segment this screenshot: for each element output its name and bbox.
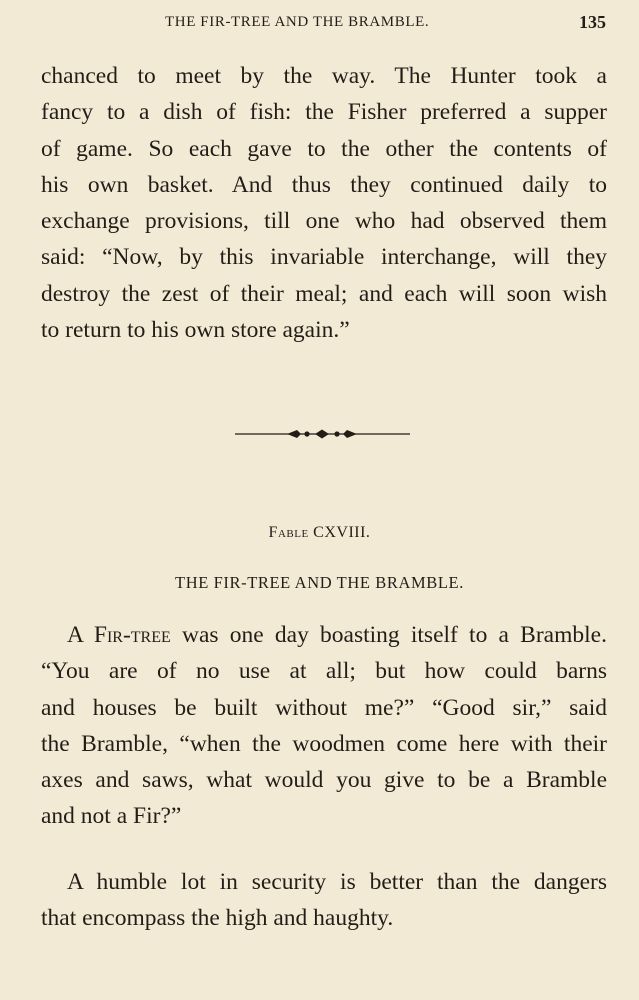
- text-line: axes and saws, what would you give to be a Bramble: [41, 767, 607, 794]
- text-line: exchange provisions, till one who had observed them: [41, 208, 607, 235]
- text-line: his own basket. And thus they continued daily to: [41, 171, 607, 198]
- text-line: “You are of no use at all; but how could barns: [41, 658, 607, 685]
- text-line: the Bramble, “when the woodmen come here with their: [41, 730, 607, 757]
- text-line: to return to his own store again.”: [41, 317, 350, 344]
- text-line: said: “Now, by this invariable interchange, will they: [41, 244, 607, 271]
- text-smallcaps: Fir-tree: [93, 622, 171, 648]
- text-rest: was one day boasting itself to a Bramble.: [170, 622, 607, 648]
- text-line: and not a Fir?”: [41, 803, 182, 830]
- previous-fable-paragraph: [41, 58, 607, 348]
- fable-number: Fable CXVIII.: [268, 524, 371, 541]
- section-divider-ornament: [235, 426, 410, 442]
- running-header: [0, 12, 639, 36]
- fable-moral-paragraph: [41, 864, 607, 937]
- text-line: fancy to a dish of fish: the Fisher preferred a supper: [41, 99, 607, 126]
- page-number: 135: [579, 12, 606, 32]
- running-title: THE FIR-TREE AND THE BRAMBLE.: [165, 14, 430, 30]
- text-line: that encompass the high and haughty.: [41, 905, 394, 932]
- text-lead: A: [67, 622, 94, 648]
- text-line: and houses be built without me?” “Good sir,” said: [41, 694, 607, 721]
- text-line: chanced to meet by the way. The Hunter took a: [41, 63, 607, 89]
- text-line: of game. So each gave to the other the contents of: [41, 135, 607, 162]
- text-line: destroy the zest of their meal; and each will soon wish: [41, 280, 607, 307]
- text-line-first: [41, 617, 607, 653]
- fable-body-paragraph: [41, 617, 607, 835]
- fable-title: THE FIR-TREE AND THE BRAMBLE.: [175, 573, 464, 592]
- text-line: A humble lot in security is better than the dangers: [67, 869, 607, 895]
